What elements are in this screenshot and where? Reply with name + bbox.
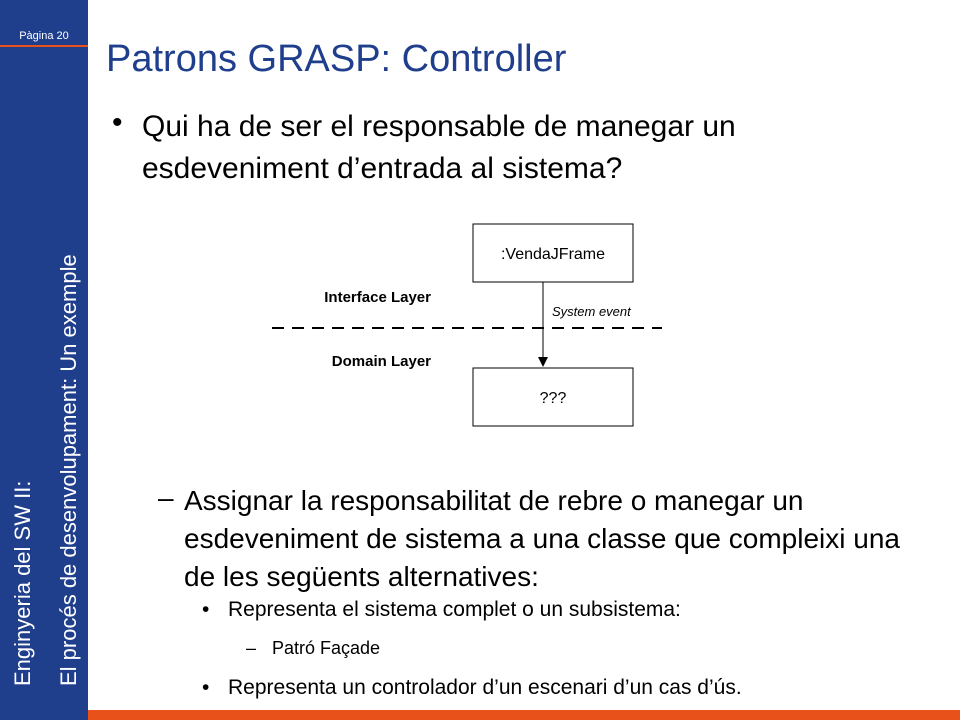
alternative-item: Representa el sistema complet o un subsistema: xyxy=(228,598,681,621)
assignment-text: Assignar la responsabilitat de rebre o manegar un esdeveniment de sistema a una classe que compleixi una de les següents alternatives: xyxy=(184,485,900,592)
bullet-icon: • xyxy=(112,106,123,139)
interface-layer-label: Interface Layer xyxy=(324,289,431,306)
bullet-icon: • xyxy=(202,598,210,621)
alternative-item: Representa un controlador d’un escenari d’un cas d’ús. xyxy=(228,676,742,699)
bottom-box-label: ??? xyxy=(539,390,567,407)
dash-bullet: – xyxy=(246,638,257,658)
course-title: Enginyeria del SW II: xyxy=(10,480,35,686)
course-subtitle: El procés de desenvolupament: Un exemple xyxy=(56,254,81,686)
arrow-label: System event xyxy=(552,304,631,319)
question-text: Qui ha de ser el responsable de manegar un esdeveniment d’entrada al sistema? xyxy=(142,110,736,185)
bullet-icon: • xyxy=(202,676,210,699)
top-box-label: :VendaJFrame xyxy=(500,246,606,263)
alternative-subitem: Patró Façade xyxy=(272,638,381,658)
page-number: Pàgina 20 xyxy=(19,30,69,42)
dash-bullet: – xyxy=(158,482,174,513)
slide-title: Patrons GRASP: Controller xyxy=(106,38,567,80)
domain-layer-label: Domain Layer xyxy=(331,353,431,370)
